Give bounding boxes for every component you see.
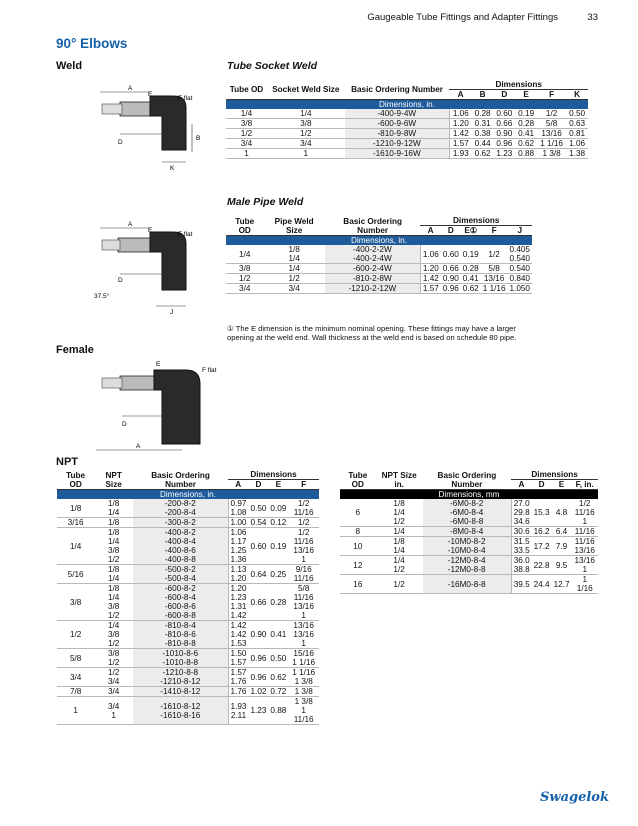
weld-diagram-label-e: E bbox=[148, 91, 153, 98]
table-cell: 0.54 bbox=[250, 518, 267, 527]
table-cell: 1.42 bbox=[449, 129, 471, 139]
male-diagram-label-e: E bbox=[148, 227, 153, 234]
table-cell: 16 bbox=[340, 575, 376, 594]
female-diagram-label-d: D bbox=[122, 421, 127, 428]
table-cell: 0.62 bbox=[472, 149, 494, 159]
table-cell: 9.5 bbox=[552, 556, 572, 575]
weld-diagram-label-a: A bbox=[128, 85, 133, 92]
units-subheader: Dimensions, in. bbox=[226, 236, 532, 246]
table-cell: 24.4 bbox=[532, 575, 552, 594]
table-cell: 1/2 bbox=[537, 109, 566, 119]
table-cell: 0.96 bbox=[493, 139, 515, 149]
table-cell: 1/8 1/4 bbox=[94, 499, 133, 518]
col-basic-ordering: Basic Ordering Number bbox=[345, 80, 450, 100]
col-dimensions: Dimensions bbox=[420, 216, 532, 226]
table-row bbox=[57, 687, 319, 697]
swagelok-logo: Swagelok bbox=[540, 790, 609, 805]
table-cell: -200-8-2 -200-8-4 bbox=[133, 499, 228, 518]
dim-col: E bbox=[552, 480, 572, 490]
table-cell: 1.20 bbox=[420, 264, 440, 274]
table-cell: -12M0-8-4 -12M0-8-8 bbox=[423, 556, 512, 575]
table-cell: 1 1/16 bbox=[482, 284, 506, 293]
female-diagram-label-f: F flat bbox=[202, 367, 217, 374]
table-cell: 0.28 bbox=[268, 584, 288, 621]
male-diagram-label-a: A bbox=[128, 221, 133, 228]
table-cell: 4.8 bbox=[552, 499, 572, 527]
table-cell: 1/4 bbox=[263, 264, 324, 274]
table-cell: -600-9-6W bbox=[345, 119, 450, 129]
table-cell: 1/4 3/8 1/2 bbox=[94, 621, 133, 649]
table-cell: 1/8 1/4 bbox=[94, 565, 133, 584]
table-cell: 15/16 1 1/16 bbox=[288, 649, 319, 668]
col-tube-od: Tube OD bbox=[226, 80, 267, 100]
table-cell: 3/8 bbox=[226, 119, 267, 129]
male-pipe-weld-title: Male Pipe Weld bbox=[227, 196, 304, 208]
table-row bbox=[340, 537, 598, 556]
table-cell: 39.5 bbox=[511, 575, 531, 594]
col-npt-size: NPT Size bbox=[94, 470, 133, 490]
table-cell: 1 1/16 bbox=[572, 575, 599, 594]
table-cell: 1 1/16 1 3/8 bbox=[288, 668, 319, 687]
table-cell: 1 3/8 bbox=[537, 149, 566, 159]
table-cell: 0.96 bbox=[248, 649, 268, 668]
table-cell: 0.50 bbox=[248, 499, 268, 518]
table-cell: 9/16 11/16 bbox=[288, 565, 319, 584]
npt-mm-table bbox=[340, 470, 598, 594]
weld-label: Weld bbox=[56, 60, 83, 72]
table-row bbox=[57, 649, 319, 668]
col-socket-size: Socket Weld Size bbox=[267, 80, 345, 100]
table-cell: 7.9 bbox=[552, 537, 572, 556]
table-cell: 7/8 bbox=[57, 687, 94, 697]
table-cell: -1610-9-16W bbox=[345, 149, 450, 159]
table-cell: 0.540 bbox=[507, 264, 532, 274]
dim-col: F bbox=[481, 226, 508, 236]
male-diagram-label-f: F flat bbox=[178, 231, 193, 238]
table-cell: 13/16 bbox=[537, 129, 566, 139]
table-cell: 6 bbox=[340, 499, 376, 527]
table-cell: 1 3/8 bbox=[288, 687, 319, 697]
table-cell: 11/16 13/16 bbox=[572, 537, 599, 556]
table-cell: 1.57 1.76 bbox=[228, 668, 248, 687]
table-row bbox=[226, 139, 588, 149]
table-row bbox=[57, 528, 319, 565]
table-row bbox=[226, 284, 532, 294]
col-tube-od: Tube OD bbox=[340, 470, 376, 490]
col-basic-ordering: Basic Ordering Number bbox=[133, 470, 228, 490]
col-basic-ordering: Basic Ordering Number bbox=[423, 470, 512, 490]
dim-col: B bbox=[472, 90, 494, 100]
header-title: Gaugeable Tube Fittings and Adapter Fittings bbox=[367, 12, 558, 23]
table-cell: -1210-9-12W bbox=[345, 139, 450, 149]
table-cell: 0.90 bbox=[442, 274, 459, 283]
table-cell: 0.50 bbox=[268, 649, 288, 668]
table-cell: 36.0 38.8 bbox=[511, 556, 531, 575]
dim-col: J bbox=[507, 226, 532, 236]
dim-col: A bbox=[449, 90, 471, 100]
table-cell: 1.50 1.57 bbox=[228, 649, 248, 668]
table-cell: 1.76 bbox=[228, 687, 248, 697]
table-cell: -400-9-4W bbox=[345, 109, 450, 119]
table-cell: 1.06 bbox=[566, 139, 588, 149]
table-row bbox=[226, 274, 532, 284]
table-cell: 1 1/16 bbox=[537, 139, 566, 149]
table-cell: 1.06 bbox=[449, 109, 471, 119]
table-cell: 13/16 1 bbox=[572, 556, 599, 575]
table-row bbox=[226, 245, 532, 264]
table-cell: 0.19 bbox=[461, 245, 481, 264]
table-cell: 0.41 bbox=[462, 274, 479, 283]
table-cell: 1 bbox=[267, 149, 345, 159]
table-cell: 1.42 bbox=[420, 274, 440, 284]
page-number: 33 bbox=[587, 12, 598, 23]
table-cell: 1/4 bbox=[226, 245, 263, 264]
units-subheader: Dimensions, in. bbox=[57, 490, 319, 500]
socket-weld-title: Tube Socket Weld bbox=[227, 60, 318, 72]
table-cell: -400-8-2 -400-8-4 -400-8-6 -400-8-8 bbox=[133, 528, 228, 565]
table-cell: 12.7 bbox=[552, 575, 572, 594]
table-row bbox=[226, 129, 588, 139]
table-cell: 0.62 bbox=[515, 139, 537, 149]
table-cell: 1/2 11/16 bbox=[288, 499, 319, 518]
table-row bbox=[226, 109, 588, 119]
col-dimensions: Dimensions bbox=[228, 470, 319, 480]
table-cell: 0.44 bbox=[472, 139, 494, 149]
table-cell: 1/2 bbox=[263, 274, 324, 284]
table-cell: -1410-8-12 bbox=[133, 687, 228, 697]
female-diagram-label-a: A bbox=[136, 443, 141, 450]
table-cell: 1.13 1.20 bbox=[228, 565, 248, 584]
socket-weld-table bbox=[226, 80, 588, 159]
table-cell: 1/8 1/4 bbox=[376, 537, 423, 556]
table-row bbox=[57, 697, 319, 725]
table-cell: -500-8-2 -500-8-4 bbox=[133, 565, 228, 584]
section-title: 90° Elbows bbox=[56, 36, 128, 51]
table-cell: 0.60 bbox=[493, 109, 515, 119]
weld-diagram-label-f: F flat bbox=[178, 95, 193, 102]
table-cell: 1/4 1/2 bbox=[376, 556, 423, 575]
table-cell: 3/4 bbox=[226, 284, 263, 294]
table-cell: 1.23 bbox=[493, 149, 515, 159]
table-cell: 1/8 1/4 1/2 bbox=[376, 499, 423, 527]
dim-col: F, in. bbox=[572, 480, 599, 490]
table-cell: -810-9-8W bbox=[345, 129, 450, 139]
table-cell: 0.50 bbox=[566, 109, 588, 119]
units-subheader: Dimensions, in. bbox=[226, 100, 588, 110]
table-cell: 5/8 11/16 13/16 1 bbox=[288, 584, 319, 621]
table-cell: 6.4 bbox=[552, 527, 572, 537]
table-cell: 3/8 bbox=[226, 264, 263, 274]
table-cell: -1010-8-6 -1010-8-8 bbox=[133, 649, 228, 668]
table-cell: 1/2 bbox=[481, 245, 508, 264]
table-cell: 13/16 bbox=[481, 274, 508, 284]
dim-col: E① bbox=[461, 226, 481, 236]
col-basic-ordering: Basic Ordering Number bbox=[325, 216, 421, 236]
table-cell: 3/4 bbox=[263, 284, 324, 294]
table-cell: -810-2-8W bbox=[325, 274, 421, 284]
table-cell: 1/8 1/4 3/8 1/2 bbox=[94, 584, 133, 621]
table-cell: -6M0-8-2 -6M0-8-4 -6M0-8-8 bbox=[423, 499, 512, 527]
table-cell: 0.81 bbox=[566, 129, 588, 139]
table-cell: 0.19 bbox=[268, 528, 288, 565]
table-cell: 0.62 bbox=[268, 668, 288, 687]
table-cell: -400-2-2W -400-2-4W bbox=[325, 245, 421, 264]
npt-label: NPT bbox=[56, 456, 78, 468]
dim-col: D bbox=[493, 90, 515, 100]
table-cell: 1/2 bbox=[267, 129, 345, 139]
table-row bbox=[226, 119, 588, 129]
units-subheader: Dimensions, mm bbox=[340, 490, 598, 500]
table-cell: 12 bbox=[340, 556, 376, 575]
col-tube-od: Tube OD bbox=[57, 470, 94, 490]
table-cell: 22.8 bbox=[532, 556, 552, 575]
table-cell: 3/8 bbox=[57, 584, 94, 621]
table-cell: 0.66 bbox=[493, 119, 515, 129]
table-cell: 0.90 bbox=[248, 621, 268, 649]
table-cell: 3/4 1 bbox=[94, 697, 133, 725]
table-cell: 0.63 bbox=[566, 119, 588, 129]
table-cell: 1/8 1/4 3/8 1/2 bbox=[94, 528, 133, 565]
table-cell: 0.12 bbox=[270, 518, 287, 527]
npt-inch-table bbox=[57, 470, 319, 725]
table-cell: 5/8 bbox=[537, 119, 566, 129]
table-cell: 1.20 1.23 1.31 1.42 bbox=[228, 584, 248, 621]
dim-col: E bbox=[515, 90, 537, 100]
table-row bbox=[57, 668, 319, 687]
table-cell: 17.2 bbox=[532, 537, 552, 556]
table-cell: -600-8-2 -600-8-4 -600-8-6 -600-8-8 bbox=[133, 584, 228, 621]
weld-elbow-diagram bbox=[90, 80, 210, 172]
table-cell: 1/4 bbox=[226, 109, 267, 119]
col-tube-od: Tube OD bbox=[226, 216, 263, 236]
table-cell: -16M0-8-8 bbox=[423, 575, 512, 594]
male-diagram-label-angle: 37.5° bbox=[94, 293, 110, 300]
table-cell: 0.90 bbox=[493, 129, 515, 139]
table-cell: 1/8 bbox=[94, 518, 133, 528]
table-row bbox=[340, 527, 598, 537]
table-row bbox=[57, 565, 319, 584]
table-cell: 1/2 bbox=[376, 575, 423, 594]
table-cell: 1 bbox=[57, 697, 94, 725]
table-cell: 0.62 bbox=[462, 284, 479, 293]
table-cell: 1.57 bbox=[420, 284, 440, 294]
table-cell: 1/2 3/4 bbox=[94, 668, 133, 687]
table-cell: 0.31 bbox=[472, 119, 494, 129]
table-cell: 0.60 bbox=[248, 528, 268, 565]
table-cell: -1210-2-12W bbox=[325, 284, 421, 294]
table-cell: 1 3/8 1 11/16 bbox=[288, 697, 319, 725]
table-cell: 1/2 bbox=[57, 621, 94, 649]
col-dimensions: Dimensions bbox=[511, 470, 598, 480]
table-cell: 16.2 bbox=[533, 527, 550, 536]
table-cell: 1.050 bbox=[507, 284, 532, 294]
table-cell: 3/4 bbox=[267, 139, 345, 149]
male-diagram-label-d: D bbox=[118, 277, 123, 284]
table-cell: 1/4 bbox=[57, 528, 94, 565]
table-cell: 10 bbox=[340, 537, 376, 556]
female-diagram-label-e: E bbox=[156, 361, 161, 368]
table-row bbox=[340, 575, 598, 594]
table-cell: -1610-8-12 -1610-8-16 bbox=[133, 697, 228, 725]
table-cell: 1/4 bbox=[267, 109, 345, 119]
table-cell: 3/16 bbox=[57, 518, 94, 528]
male-diagram-label-j: J bbox=[170, 309, 174, 316]
table-row bbox=[340, 499, 598, 527]
table-cell: 1/4 bbox=[376, 527, 423, 537]
weld-diagram-label-d: D bbox=[118, 139, 123, 146]
table-cell: 1.20 bbox=[449, 119, 471, 129]
col-dimensions: Dimensions bbox=[449, 80, 588, 90]
table-cell: 1.38 bbox=[566, 149, 588, 159]
table-cell: -810-8-4 -810-8-6 -810-8-8 bbox=[133, 621, 228, 649]
table-cell: 1.93 2.11 bbox=[228, 697, 248, 725]
table-cell: 0.405 0.540 bbox=[507, 245, 532, 264]
table-row bbox=[57, 518, 319, 528]
table-cell: 27.0 29.8 34.6 bbox=[511, 499, 531, 527]
table-cell: 30.6 bbox=[511, 527, 531, 537]
table-cell: 0.19 bbox=[515, 109, 537, 119]
table-cell: 1.06 bbox=[420, 245, 440, 264]
table-cell: 1/2 bbox=[226, 274, 263, 284]
footnote: ① The E dimension is the minimum nominal opening. These fittings may have a larger opening at the weld end. Wall thickness at the weld end is based on schedule 80 pipe. bbox=[227, 324, 517, 342]
table-cell: 0.28 bbox=[472, 109, 494, 119]
dim-col: F bbox=[537, 90, 566, 100]
table-cell: 0.41 bbox=[268, 621, 288, 649]
table-cell: 0.97 1.08 bbox=[228, 499, 248, 518]
table-row bbox=[57, 584, 319, 621]
table-cell: 0.66 bbox=[442, 264, 459, 273]
table-cell: -10M0-8-2 -10M0-8-4 bbox=[423, 537, 512, 556]
dim-col: A bbox=[420, 226, 440, 236]
table-cell: 1 bbox=[226, 149, 267, 159]
table-cell: 31.5 33.5 bbox=[511, 537, 531, 556]
table-cell: 11/16 bbox=[572, 527, 599, 537]
table-cell: 0.38 bbox=[472, 129, 494, 139]
table-cell: 1.02 bbox=[250, 687, 267, 696]
table-cell: 0.96 bbox=[442, 284, 459, 293]
table-row bbox=[57, 499, 319, 518]
table-cell: 1/2 bbox=[288, 518, 319, 528]
table-cell: -600-2-4W bbox=[325, 264, 421, 274]
table-cell: 0.88 bbox=[515, 149, 537, 159]
dim-col: A bbox=[228, 480, 248, 490]
male-pipe-weld-table bbox=[226, 216, 532, 294]
table-cell: 1.57 bbox=[449, 139, 471, 149]
weld-diagram-label-b: B bbox=[196, 135, 201, 142]
table-cell: 5/8 bbox=[57, 649, 94, 668]
col-pipe-size: Pipe Weld Size bbox=[263, 216, 324, 236]
table-cell: 3/8 bbox=[267, 119, 345, 129]
table-cell: 1.06 1.17 1.25 1.36 bbox=[228, 528, 248, 565]
dim-col: D bbox=[441, 226, 461, 236]
table-cell: 0.60 bbox=[441, 245, 461, 264]
table-cell: 0.09 bbox=[268, 499, 288, 518]
dim-col: E bbox=[268, 480, 288, 490]
table-cell: 0.25 bbox=[268, 565, 288, 584]
table-cell: -8M0-8-4 bbox=[423, 527, 512, 537]
table-cell: 0.96 bbox=[248, 668, 268, 687]
table-cell: 3/4 bbox=[94, 687, 133, 697]
table-cell: 1/8 1/4 bbox=[263, 245, 324, 264]
col-npt-size: NPT Size in. bbox=[376, 470, 423, 490]
table-cell: 3/8 1/2 bbox=[94, 649, 133, 668]
table-cell: 0.88 bbox=[268, 697, 288, 725]
table-cell: 1/2 11/16 1 bbox=[572, 499, 599, 527]
weld-diagram-label-k: K bbox=[170, 165, 175, 172]
table-row bbox=[226, 264, 532, 274]
table-cell: 15.3 bbox=[532, 499, 552, 527]
table-cell: 0.840 bbox=[507, 274, 532, 284]
dim-col: K bbox=[566, 90, 588, 100]
dim-col: D bbox=[248, 480, 268, 490]
table-cell: 0.28 bbox=[462, 264, 479, 273]
table-cell: 1/2 11/16 13/16 1 bbox=[288, 528, 319, 565]
table-cell: 13/16 13/16 1 bbox=[288, 621, 319, 649]
table-row bbox=[226, 149, 588, 159]
table-cell: 5/8 bbox=[481, 264, 508, 274]
table-cell: 1/8 bbox=[57, 499, 94, 518]
table-cell: 0.66 bbox=[248, 584, 268, 621]
table-cell: 0.72 bbox=[270, 687, 287, 696]
table-cell: 0.41 bbox=[515, 129, 537, 139]
dim-col: F bbox=[288, 480, 319, 490]
male-pipe-elbow-diagram bbox=[90, 216, 210, 316]
female-elbow-diagram bbox=[92, 360, 232, 454]
table-cell: 1.23 bbox=[248, 697, 268, 725]
table-cell: 1.42 1.42 1.53 bbox=[228, 621, 248, 649]
table-cell: 0.28 bbox=[515, 119, 537, 129]
table-cell: 8 bbox=[340, 527, 376, 537]
table-cell: 3/4 bbox=[226, 139, 267, 149]
table-cell: -1210-8-8 -1210-8-12 bbox=[133, 668, 228, 687]
table-row bbox=[57, 621, 319, 649]
table-cell: 3/4 bbox=[57, 668, 94, 687]
female-label: Female bbox=[56, 344, 94, 356]
dim-col: A bbox=[511, 480, 531, 490]
table-cell: 1.93 bbox=[449, 149, 471, 159]
table-cell: -300-8-2 bbox=[133, 518, 228, 528]
dim-col: D bbox=[532, 480, 552, 490]
table-cell: 5/16 bbox=[57, 565, 94, 584]
table-cell: 0.64 bbox=[248, 565, 268, 584]
table-cell: 1/2 bbox=[226, 129, 267, 139]
table-cell: 1.00 bbox=[228, 518, 248, 528]
table-row bbox=[340, 556, 598, 575]
